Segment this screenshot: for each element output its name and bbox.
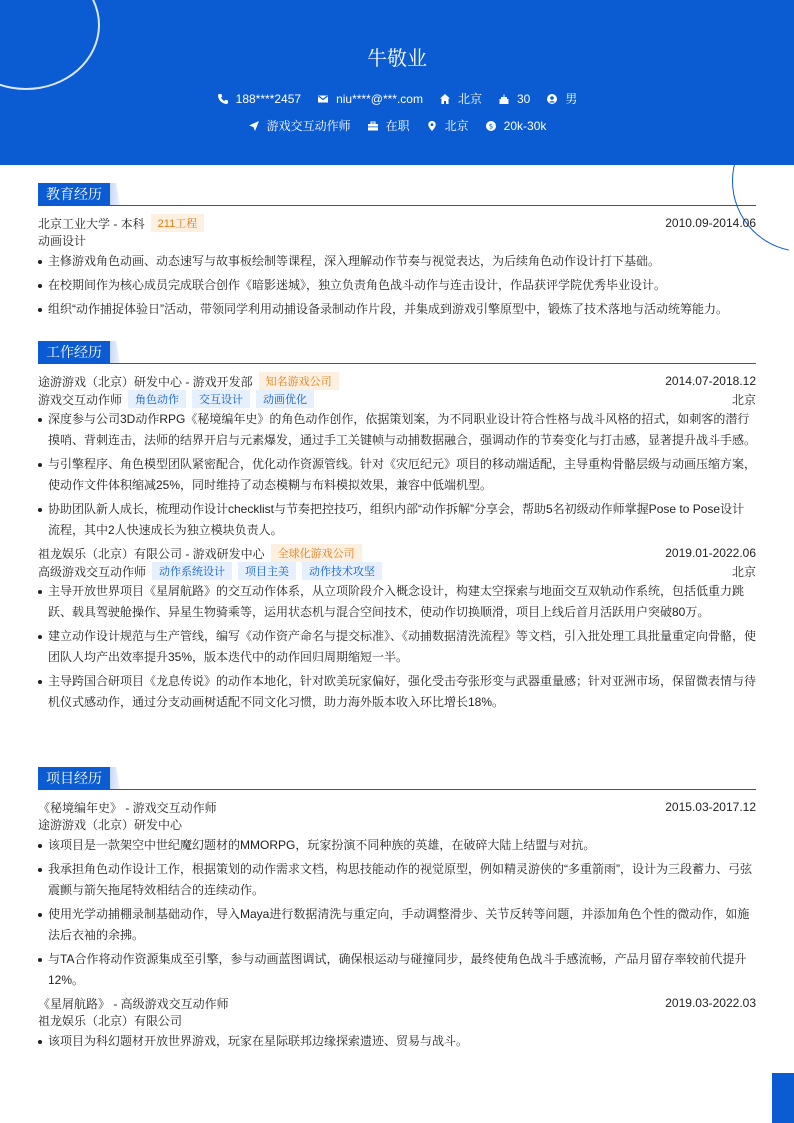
bullet-item: 我承担角色动作设计工作，根据策划的动作需求文档，构思技能动作的视觉原型，例如精灵游侠的“多重箭雨”，设计为三段蓄力、弓弦震颤与箭矢拖尾特效相结合的连续动作。	[38, 859, 756, 901]
job-role: 高级游戏交互动作师	[38, 564, 147, 579]
work-date: 2014.07-2018.12	[665, 374, 756, 388]
city-info	[439, 90, 482, 107]
candidate-name: 牛敬业	[367, 48, 427, 70]
job-intention-row	[0, 117, 794, 134]
education-date: 2010.09-2014.06	[665, 216, 756, 230]
bullet-item: 主修游戏角色动画、动态速写与故事板绘制等课程，深入理解动作节奏与视觉表达，为后续角色动作设计打下基础。	[38, 251, 756, 272]
project-section	[38, 767, 756, 1055]
bullet-item: 建立动作设计规范与生产管线，编写《动作资产命名与提交标准》、《动捕数据清洗流程》等文档，引入批处理工具批量重定向骨骼，使团队人均产出效率提升35%，版本迭代中的动作回归周期缩短一半。	[38, 626, 756, 668]
gender-icon	[546, 93, 558, 105]
work-entry	[38, 372, 756, 541]
phone-icon	[217, 93, 229, 105]
section-title: 项目经历	[38, 767, 110, 789]
section-header	[38, 183, 756, 206]
resume-header	[0, 0, 794, 165]
project-title: 《秘境编年史》 - 游戏交互动作师	[38, 800, 217, 815]
employment-status: 在职	[385, 119, 410, 133]
section-title-tail	[110, 183, 120, 205]
bullet-item: 在校期间作为核心成员完成联合创作《暗影迷城》，独立负责角色战斗动作与连击设计，作品获评学院优秀毕业设计。	[38, 275, 756, 296]
mail-icon	[317, 93, 329, 105]
project-entry	[38, 798, 756, 991]
money-icon	[485, 120, 497, 132]
work-section	[38, 341, 756, 716]
skill-tag: 项目主美	[238, 562, 296, 580]
work-bullets	[38, 409, 756, 541]
skill-tag: 动画优化	[256, 390, 314, 408]
expected-salary: 20k-30k	[503, 118, 547, 133]
company-tag: 知名游戏公司	[259, 372, 339, 390]
skill-tag: 交互设计	[192, 390, 250, 408]
project-bullets	[38, 1031, 756, 1052]
status-info	[367, 117, 410, 134]
work-location: 北京	[731, 392, 756, 407]
project-entry	[38, 994, 756, 1052]
target-city-info	[426, 117, 469, 134]
education-bullets	[38, 251, 756, 320]
work-bullets	[38, 581, 756, 713]
education-entry	[38, 214, 756, 320]
project-title: 《星屑航路》 - 高级游戏交互动作师	[38, 996, 229, 1011]
city: 北京	[457, 92, 482, 106]
bullet-item: 与TA合作将动作资源集成至引擎，参与动画蓝图调试，确保根运动与碰撞同步，最终使角色战斗手感流畅，产品月留存率较前代提升12%。	[38, 949, 756, 991]
section-title-tail	[110, 341, 120, 363]
bullet-item: 主导开放世界项目《星屑航路》的交互动作体系，从立项阶段介入概念设计，构建太空探索与地面交互双轨动作系统，包括低重力跳跃、载具驾驶舱操作、异星生物骑乘等，运用状态机与混合空间技术，使动作切换顺滑，项目上线后首月活跃用户突破80万。	[38, 581, 756, 623]
work-date: 2019.01-2022.06	[665, 546, 756, 560]
phone-number: 188****2457	[235, 91, 302, 106]
briefcase-icon	[367, 120, 379, 132]
section-title: 工作经历	[38, 341, 110, 363]
location-pin-icon	[426, 120, 438, 132]
major: 动画设计	[38, 234, 87, 248]
job-role: 游戏交互动作师	[38, 392, 123, 407]
decorative-side-bar	[772, 1073, 794, 1123]
phone-info	[217, 90, 301, 107]
skill-tag: 动作系统设计	[152, 562, 232, 580]
skill-tag: 角色动作	[128, 390, 186, 408]
job-title: 游戏交互动作师	[266, 119, 351, 133]
svg-text:$: $	[488, 122, 493, 131]
age: 30	[516, 91, 531, 106]
company-name: 祖龙娱乐（北京）有限公司 - 游戏研发中心	[38, 546, 265, 561]
project-date: 2019.03-2022.03	[665, 996, 756, 1010]
bullet-item: 使用光学动捕棚录制基础动作，导入Maya进行数据清洗与重定向，手动调整滑步、关节反转等问题，并添加角色个性的微动作，如施法后衣袖的余拂。	[38, 904, 756, 946]
bullet-item: 组织“动作捕捉体验日”活动，带领同学利用动捕设备录制动作片段，并集成到游戏引擎原型中，锻炼了技术落地与活动统筹能力。	[38, 299, 756, 320]
bullet-item: 该项目为科幻题材开放世界游戏，玩家在星际联邦边缘探索遗迹、贸易与战斗。	[38, 1031, 756, 1052]
gender: 男	[565, 92, 578, 106]
bullet-item: 协助团队新人成长，梳理动作设计checklist与节奏把控技巧，组织内部“动作拆解”分享会，帮助5名初级动作师掌握Pose to Pose设计流程，其中2人快速成长为独立模块负责人。	[38, 499, 756, 541]
company-name: 途游游戏（北京）研发中心 - 游戏开发部	[38, 374, 253, 389]
work-entry	[38, 544, 756, 713]
bullet-item: 深度参与公司3D动作RPG《秘境编年史》的角色动作创作，依据策划案，为不同职业设计符合性格与战斗风格的招式，如刺客的潜行摸哨、背刺连击，法师的结界开启与元素爆发，通过手工关键帧与动捕数据融合，强调动作的节奏变化与打击感，显著提升战斗手感。	[38, 409, 756, 451]
gender-info	[546, 90, 577, 107]
age-info	[498, 90, 530, 107]
school-name: 北京工业大学 - 本科	[38, 216, 145, 231]
job-title-info	[248, 117, 351, 134]
salary-info	[485, 117, 547, 134]
bullet-item: 与引擎程序、角色模型团队紧密配合，优化动作资源管线。针对《灾厄纪元》项目的移动端适配，主导重构骨骼层级与动画压缩方案，使动作文件体积缩减25%，同时维持了动态模糊与布料模拟效果，兼容中低端机型。	[38, 454, 756, 496]
send-icon	[248, 120, 260, 132]
section-title: 教育经历	[38, 183, 110, 205]
section-title-tail	[110, 767, 120, 789]
project-bullets	[38, 835, 756, 991]
education-section	[38, 183, 756, 323]
project-date: 2015.03-2017.12	[665, 800, 756, 814]
school-tag: 211工程	[151, 214, 205, 232]
section-header	[38, 767, 756, 790]
target-city: 北京	[444, 119, 469, 133]
work-location: 北京	[731, 564, 756, 579]
section-header	[38, 341, 756, 364]
personal-info-row	[0, 90, 794, 107]
email-info	[317, 90, 423, 107]
company-tag: 全球化游戏公司	[271, 544, 362, 562]
bullet-item: 主导跨国合研项目《龙息传说》的动作本地化，针对欧美玩家偏好，强化受击夸张形变与武器重量感；针对亚洲市场，保留微表情与待机仪式感动作，通过分支动画树适配不同文化习惯，助力海外版本收入环比增长18%。	[38, 671, 756, 713]
project-company: 祖龙娱乐（北京）有限公司	[38, 1014, 183, 1028]
cake-icon	[498, 93, 510, 105]
bullet-item: 该项目是一款架空中世纪魔幻题材的MMORPG，玩家扮演不同种族的英雄，在破碎大陆上结盟与对抗。	[38, 835, 756, 856]
home-icon	[439, 93, 451, 105]
project-company: 途游游戏（北京）研发中心	[38, 818, 183, 832]
skill-tag: 动作技术攻坚	[302, 562, 382, 580]
email-address: niu****@***.com	[336, 91, 423, 106]
